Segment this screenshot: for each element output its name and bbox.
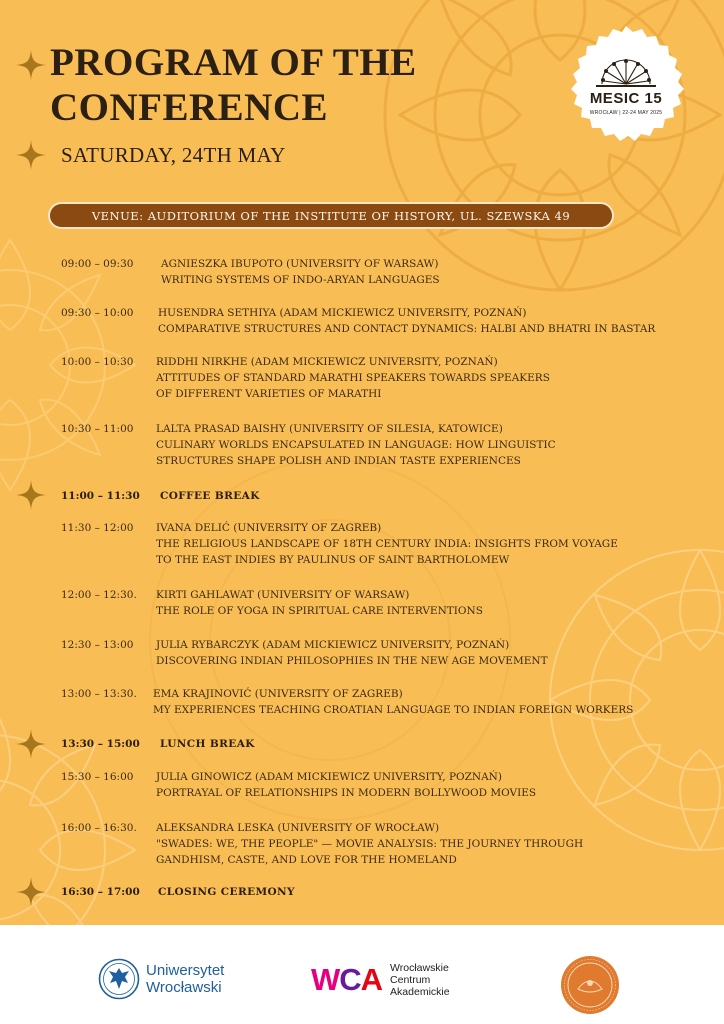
time-slot: 13:00 – 13:30. (61, 688, 137, 700)
wca-name-line: Wrocławskie (390, 962, 449, 974)
time-slot: 12:30 – 13:00 (61, 639, 134, 651)
time-slot: 15:30 – 16:00 (61, 771, 134, 783)
talk-title-line: DISCOVERING INDIAN PHILOSOPHIES IN THE NEW AGE MOVEMENT (156, 655, 548, 667)
wca-name-line: Centrum (390, 974, 431, 986)
time-slot: 11:30 – 12:00 (61, 522, 134, 534)
wca-mark (311, 963, 382, 997)
badge-subtitle: WROCŁAW | 22-24 MAY 2025 (589, 110, 663, 116)
time-slot: 09:00 – 09:30 (61, 258, 134, 270)
wca-letter: C (339, 962, 361, 997)
speaker-line: KIRTI GAHLAWAT (UNIVERSITY OF WARSAW) (156, 589, 410, 601)
speaker-line: JULIA RYBARCZYK (ADAM MICKIEWICZ UNIVERSITY, POZNAŃ) (156, 639, 510, 651)
orientalist-seal-icon (560, 955, 620, 1015)
university-name-line: Uniwersytet (146, 962, 225, 979)
talk-title-line: PORTRAYAL OF RELATIONSHIPS IN MODERN BOLLYWOOD MOVIES (156, 787, 537, 799)
talk-title-line: ATTITUDES OF STANDARD MARATHI SPEAKERS TOWARDS SPEAKERS (156, 372, 550, 384)
speaker-line: IVANA DELIĆ (UNIVERSITY OF ZAGREB) (156, 522, 382, 534)
talk-title-line: MY EXPERIENCES TEACHING CROATIAN LANGUAGE TO INDIAN FOREIGN WORKERS (153, 704, 634, 716)
talk-title-line: GANDHISM, CASTE, AND LOVE FOR THE HOMELAND (156, 854, 457, 866)
conference-date: SATURDAY, 24TH MAY (61, 143, 286, 167)
talk-title-line: CULINARY WORLDS ENCAPSULATED IN LANGUAGE: HOW LINGUISTIC (156, 439, 556, 451)
sponsor-footer (0, 925, 724, 1024)
time-slot: 10:30 – 11:00 (61, 423, 134, 435)
speaker-line: RIDDHI NIRKHE (ADAM MICKIEWICZ UNIVERSITY, POZNAŃ) (156, 356, 498, 368)
university-name-line: Wrocławski (146, 979, 222, 996)
talk-title-line: OF DIFFERENT VARIETIES OF MARATHI (156, 388, 382, 400)
break-label: COFFEE BREAK (160, 490, 260, 502)
talk-title-line: TO THE EAST INDIES BY PAULINUS OF SAINT BARTHOLOMEW (156, 554, 510, 566)
time-slot: 10:00 – 10:30 (61, 356, 134, 368)
time-slot: 09:30 – 10:00 (61, 307, 134, 319)
title-line: PROGRAM OF THE (50, 41, 417, 84)
wca-letter: A (360, 962, 383, 997)
talk-title-line: STRUCTURES SHAPE POLISH AND INDIAN TASTE EXPERIENCES (156, 455, 521, 467)
speaker-line: HUSENDRA SETHIYA (ADAM MICKIEWICZ UNIVERSITY, POZNAŃ) (158, 307, 527, 319)
break-label: LUNCH BREAK (160, 738, 255, 750)
wca-logo (311, 962, 450, 998)
wca-letter: W (311, 962, 340, 997)
eagle-emblem-icon (98, 958, 140, 1000)
talk-title-line: THE ROLE OF YOGA IN SPIRITUAL CARE INTERVENTIONS (156, 605, 483, 617)
time-slot: 16:00 – 16:30. (61, 822, 137, 834)
speaker-line: EMA KRAJINOVIĆ (UNIVERSITY OF ZAGREB) (153, 688, 403, 700)
time-slot: 13:30 – 15:00 (61, 738, 140, 750)
venue-banner: VENUE: AUDITORIUM OF THE INSTITUTE OF HISTORY, UL. SZEWSKA 49 (48, 202, 614, 229)
speaker-line: AGNIESZKA IBUPOTO (UNIVERSITY OF WARSAW) (161, 258, 439, 270)
title-line: CONFERENCE (50, 86, 329, 129)
talk-title-line: "SWADES: WE, THE PEOPLE" — MOVIE ANALYSIS: THE JOURNEY THROUGH (156, 838, 584, 850)
talk-title-line: THE RELIGIOUS LANDSCAPE OF 18TH CENTURY INDIA: INSIGHTS FROM VOYAGE (156, 538, 618, 550)
speaker-line: LALTA PRASAD BAISHY (UNIVERSITY OF SILESIA, KATOWICE) (156, 423, 503, 435)
time-slot: 12:00 – 12:30. (61, 589, 137, 601)
time-slot: 16:30 – 17:00 (61, 886, 140, 898)
speaker-line: JULIA GINOWICZ (ADAM MICKIEWICZ UNIVERSITY, POZNAŃ) (156, 771, 502, 783)
time-slot: 11:00 – 11:30 (61, 490, 140, 502)
wca-name-line: Akademickie (390, 986, 450, 998)
badge-title: MESIC 15 (589, 90, 663, 107)
talk-title-line: WRITING SYSTEMS OF INDO-ARYAN LANGUAGES (161, 274, 440, 286)
talk-title-line: COMPARATIVE STRUCTURES AND CONTACT DYNAMICS: HALBI AND BHATRI IN BASTAR (158, 323, 656, 335)
break-label: CLOSING CEREMONY (158, 886, 295, 898)
university-logo (98, 958, 224, 1000)
speaker-line: ALEKSANDRA LESKA (UNIVERSITY OF WROCŁAW) (156, 822, 440, 834)
